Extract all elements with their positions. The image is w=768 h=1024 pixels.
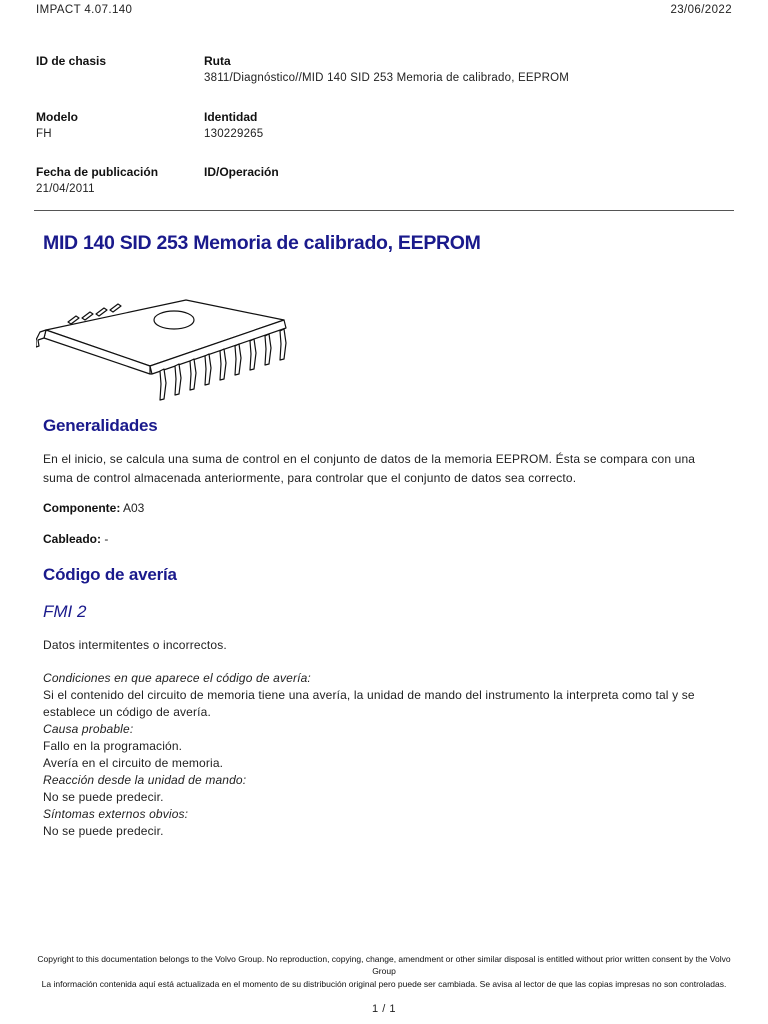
eeprom-chip-illustration: [36, 296, 298, 402]
chassis-id-label: ID de chasis: [36, 54, 107, 68]
model-label: Modelo: [36, 109, 78, 124]
identity-label: Identidad: [204, 109, 258, 124]
operation-id-label: ID/Operación: [204, 165, 279, 179]
page-footer: [30, 954, 738, 991]
document-metadata: [36, 54, 736, 221]
wiring-label: Cableado:: [43, 532, 102, 546]
print-date: 23/06/2022: [670, 4, 732, 16]
header-divider: [34, 210, 734, 211]
meta-row: [36, 54, 736, 110]
component-value: A03: [123, 501, 145, 515]
cause-item: Fallo en la programación.: [43, 739, 183, 753]
general-description: En el inicio, se calcula una suma de control en el conjunto de datos de la memoria EEPROM. Ésta se compara con una suma de control almacenada anteriormente, para controlar que el conjunto de datos sea correcto.: [43, 452, 696, 485]
route-label: Ruta: [204, 54, 231, 68]
component-info: [43, 501, 144, 515]
route-field: [204, 54, 569, 85]
distribution-notice: La información contenida aquí está actualizada en el momento de su distribución original pero puede ser cambiada. Se avisa al lector de que las copias impresas no son controladas.: [41, 979, 727, 989]
fmi-heading: FMI 2: [43, 602, 87, 621]
conditions-text: Si el contenido del circuito de memoria tiene una avería, la unidad de mando del instrumento la interpreta como tal y se establece un código de avería.: [43, 688, 695, 719]
operation-id-field: [204, 165, 279, 182]
identity-value: 130229265: [204, 127, 264, 140]
meta-row: [36, 165, 736, 221]
meta-row: [36, 110, 736, 166]
page-number: 1 / 1: [372, 1003, 396, 1015]
wiring-info: [43, 532, 108, 546]
reaction-text: No se puede predecir.: [43, 790, 164, 804]
conditions-label: Condiciones en que aparece el código de avería:: [43, 671, 311, 685]
fmi-description: Datos intermitentes o incorrectos.: [43, 638, 227, 652]
page-title: MID 140 SID 253 Memoria de calibrado, EEPROM: [43, 232, 481, 254]
page-header: [36, 4, 732, 18]
fault-code-heading: Código de avería: [43, 565, 177, 584]
symptoms-text: No se puede predecir.: [43, 824, 164, 838]
wiring-value: -: [104, 532, 109, 546]
reaction-label: Reacción desde la unidad de mando:: [43, 773, 247, 787]
identity-field: [204, 110, 263, 141]
app-version: IMPACT 4.07.140: [36, 4, 133, 16]
route-value: 3811/Diagnóstico//MID 140 SID 253 Memoria de calibrado, EEPROM: [204, 72, 570, 84]
cause-label: Causa probable:: [43, 722, 134, 736]
fault-details: [43, 670, 723, 840]
chassis-id-field: [36, 54, 106, 71]
copyright-notice: Copyright to this documentation belongs to the Volvo Group. No reproduction, copying, change, amendment or other similar disposal is entitled without prior written consent by the Volvo Group: [37, 954, 731, 976]
model-field: [36, 110, 78, 141]
symptoms-label: Síntomas externos obvios:: [43, 807, 189, 821]
publication-date-label: Fecha de publicación: [36, 165, 159, 179]
publication-date-field: [36, 165, 158, 196]
general-heading: Generalidades: [43, 416, 158, 435]
cause-item: Avería en el circuito de memoria.: [43, 756, 224, 770]
model-value: FH: [36, 127, 52, 140]
component-label: Componente:: [43, 501, 121, 515]
publication-date-value: 21/04/2011: [36, 183, 95, 195]
